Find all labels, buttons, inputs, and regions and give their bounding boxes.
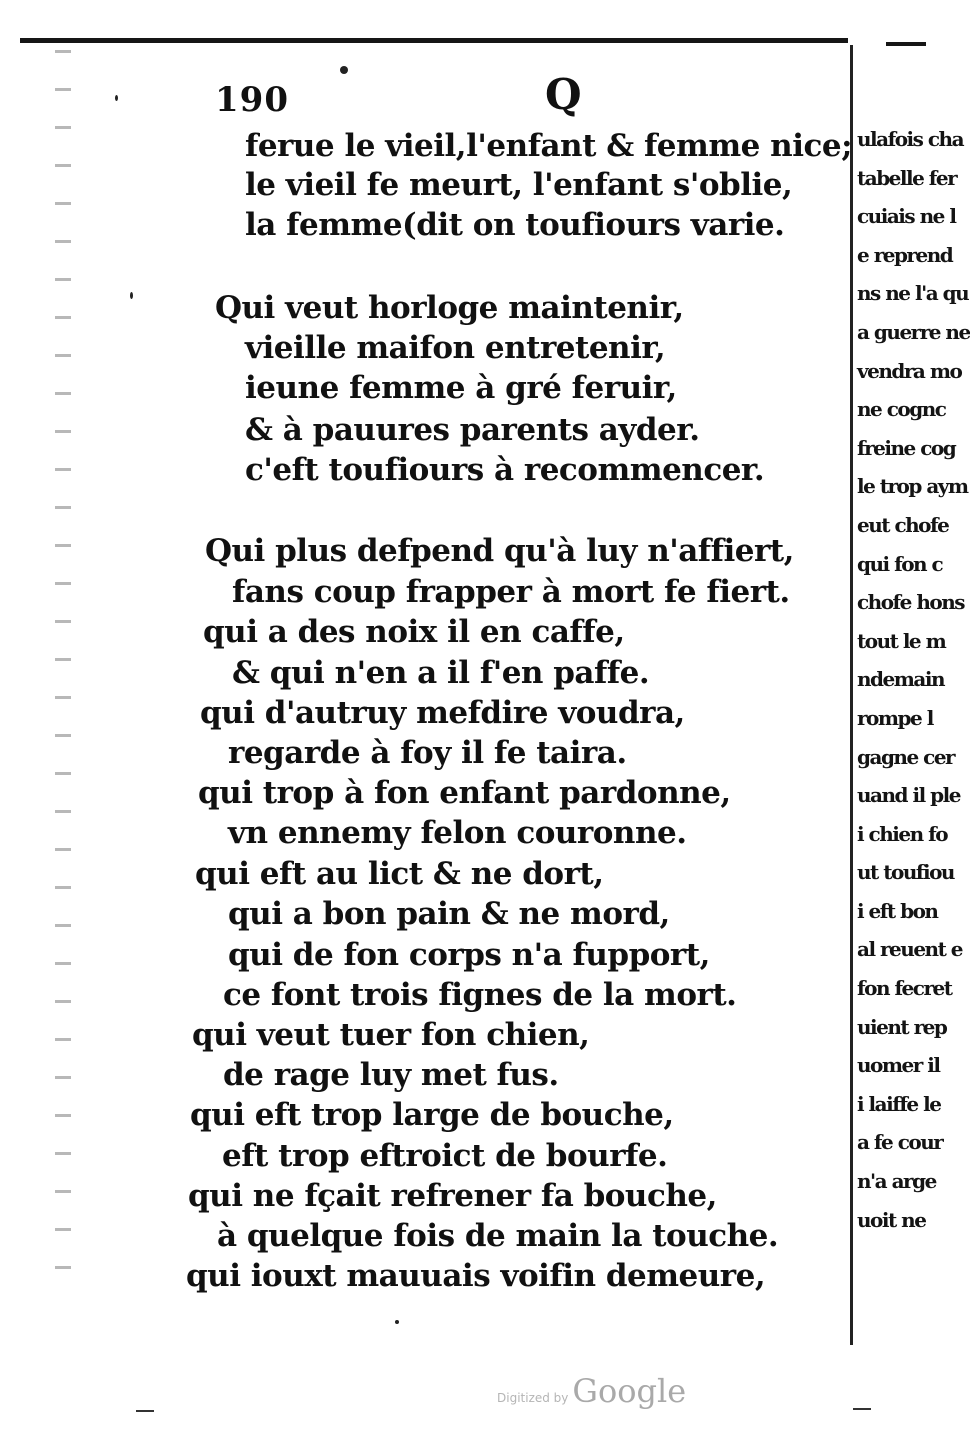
poem-line: à quelque fois de main la touche.: [217, 1218, 779, 1254]
next-page-fragment: ndemain: [857, 667, 945, 692]
bottom-mark-left: [136, 1410, 154, 1412]
next-page-fragment: qui fon c: [857, 551, 943, 576]
poem-line: vieille maifon entretenir,: [245, 330, 666, 366]
signature-letter: Q: [545, 70, 582, 119]
watermark-prefix: Digitized by: [497, 1391, 569, 1405]
spine-line: [850, 45, 853, 1345]
next-page-fragment: rompe l: [857, 705, 933, 730]
next-page-fragment: n'a arge: [857, 1169, 936, 1194]
poem-line: Qui veut horloge maintenir,: [215, 290, 684, 326]
poem-line: vn ennemy felon couronne.: [228, 815, 687, 851]
page-number: 190: [215, 80, 289, 120]
next-page-fragment: uoit ne: [857, 1207, 926, 1232]
poem-line: qui de fon corps n'a fupport,: [228, 937, 710, 973]
poem-line: qui a des noix il en caffe,: [203, 614, 625, 650]
poem-line: qui eft au lict & ne dort,: [195, 856, 604, 892]
next-page-fragment: tabelle fer: [857, 165, 957, 190]
next-page-fragment: i chien fo: [857, 821, 948, 846]
gutter-marks: [55, 50, 71, 1300]
poem-line: la femme(dit on toufiours varie.: [245, 207, 785, 243]
poem-line: qui ne fçait refrener fa bouche,: [188, 1178, 717, 1214]
poem-line: eft trop eftroict de bourfe.: [222, 1138, 668, 1174]
next-page-fragment: i laiffe le: [857, 1091, 941, 1116]
next-page-fragment: ne cognc: [857, 397, 946, 422]
poem-line: regarde à foy il fe taira.: [228, 735, 627, 771]
next-page-fragment: ns ne l'a qu: [857, 281, 969, 306]
poem-line: qui a bon pain & ne mord,: [228, 896, 670, 932]
next-page-fragment: chofe hons: [857, 590, 965, 615]
poem-line: de rage luy met fus.: [223, 1057, 559, 1093]
poem-line: qui veut tuer fon chien,: [192, 1017, 590, 1053]
poem-line: & à pauures parents ayder.: [245, 412, 700, 448]
poem-line: & qui n'en a il f'en paffe.: [232, 655, 650, 691]
poem-line: fans coup frapper à mort fe fiert.: [232, 574, 790, 610]
poem-line: qui eft trop large de bouche,: [190, 1097, 674, 1133]
ink-speck: [395, 1320, 399, 1324]
next-page-fragment: a fe cour: [857, 1130, 943, 1155]
next-page-fragment: ut toufiou: [857, 860, 954, 885]
next-page-fragment: uient rep: [857, 1014, 947, 1039]
poem-line: ferue le vieil,l'enfant & femme nice;: [245, 128, 853, 164]
next-page-fragment: gagne cer: [857, 744, 955, 769]
top-rule: [20, 38, 848, 43]
next-page-fragment: eut chofe: [857, 512, 949, 537]
poem-line: c'eft toufiours à recommencer.: [245, 452, 765, 488]
poem-line: qui trop à fon enfant pardonne,: [198, 775, 731, 811]
poem-line: le vieil fe meurt, l'enfant s'oblie,: [245, 167, 793, 203]
next-page-fragment: freine cog: [857, 435, 956, 460]
ink-speck: [115, 95, 118, 101]
poem-line: ce font trois fignes de la mort.: [223, 977, 737, 1013]
next-page-fragment: uomer il: [857, 1053, 940, 1078]
poem-line: qui iouxt mauuais voifin demeure,: [186, 1258, 766, 1294]
next-page-fragment: i eft bon: [857, 898, 938, 923]
google-logo: Google: [572, 1372, 687, 1410]
next-page-fragment: le trop aym: [857, 474, 968, 499]
next-page-fragment: uand il ple: [857, 783, 960, 808]
ink-speck: [130, 292, 133, 299]
bottom-mark-right: [853, 1408, 871, 1410]
watermark: [497, 1372, 686, 1410]
poem-line: ieune femme à gré feruir,: [245, 370, 677, 406]
top-rule-right: [886, 42, 926, 46]
next-page-edge: [857, 120, 970, 1239]
next-page-fragment: vendra mo: [857, 358, 962, 383]
next-page-fragment: cuiais ne l: [857, 204, 956, 229]
next-page-fragment: fon fecret: [857, 976, 952, 1001]
poem-line: qui d'autruy mefdire voudra,: [200, 695, 685, 731]
next-page-fragment: e reprend: [857, 242, 953, 267]
next-page-fragment: al reuent e: [857, 937, 963, 962]
next-page-fragment: a guerre ne: [857, 319, 970, 344]
poem-line: Qui plus defpend qu'à luy n'affiert,: [205, 533, 794, 569]
next-page-fragment: tout le m: [857, 628, 946, 653]
ink-speck: [340, 66, 348, 74]
next-page-fragment: ulafois cha: [857, 127, 964, 151]
